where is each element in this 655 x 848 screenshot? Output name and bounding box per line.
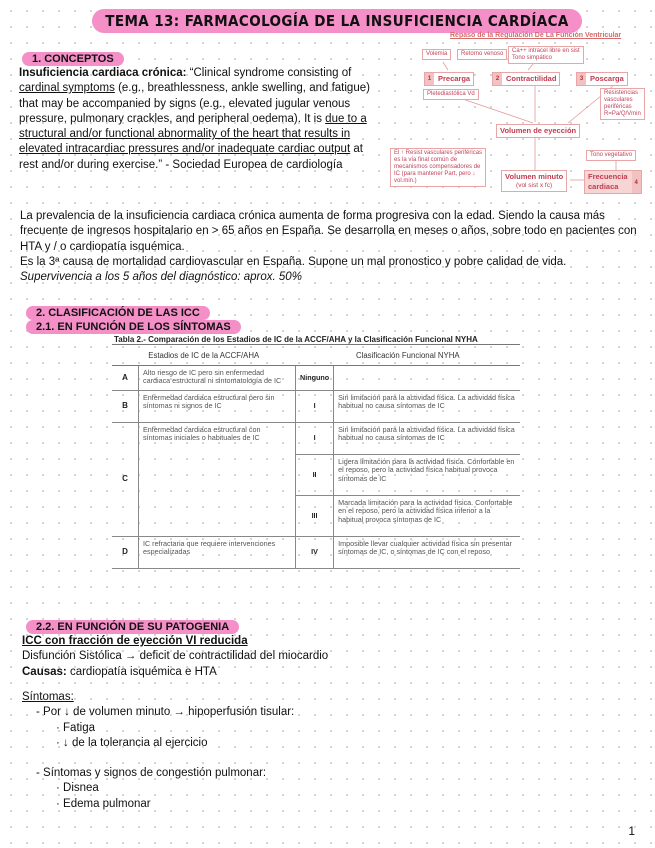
stage-desc-cell: Enfermedad cardiaca estructural pero sin síntomas ni signos de IC: [139, 391, 296, 423]
sintomas-label: Síntomas:: [22, 691, 74, 703]
diagram-poscarga: [576, 72, 628, 86]
page-title: TEMA 13: FARMACOLOGÍA DE LA INSUFICIENCIA CARDÍACA: [92, 9, 582, 33]
definition-paragraph: [19, 66, 371, 173]
class-cell: III: [296, 496, 334, 537]
class-cell: IV: [296, 537, 334, 569]
diagram-precarga-num: 1: [425, 73, 434, 85]
causas-label: Causas:: [22, 665, 67, 678]
stage-cell: D: [112, 537, 139, 569]
definition-text-1: “Clinical syndrome consisting of: [186, 67, 352, 79]
diagram-poscarga-label: Poscarga: [590, 74, 624, 83]
class-desc-cell: Imposible llevar cualquier actividad física sin presentar síntomas de IC, o síntomas de IC con el reposo: [334, 537, 520, 569]
diagram-precarga: [424, 72, 474, 86]
nyha-table: [112, 344, 520, 569]
diagram-calcio: [508, 46, 584, 64]
table-header-row: [112, 345, 520, 366]
section-2-1-heading: 2.1. EN FUNCIÓN DE LOS SÍNTOMAS: [26, 320, 241, 334]
class-desc-cell: [334, 366, 520, 391]
diagram-frecuencia-2: cardiaca: [588, 182, 619, 191]
class-desc-cell: Sin limitación para la actividad física. La actividad física habitual no causa síntomas de IC: [334, 423, 520, 455]
stage-cell: B: [112, 391, 139, 423]
diagram-pletediastolica: Pletediastólica Vd: [423, 89, 479, 100]
icc-heading: ICC con fracción de eyección VI reducida: [22, 635, 248, 647]
table-col-nyha: Clasificación Funcional NYHA: [296, 345, 521, 366]
patogenia-block: [22, 634, 622, 680]
diagram-note-2: es la vía final común de: [394, 157, 458, 163]
diagram-note: [390, 148, 486, 187]
diagram-resist-4: R=Pa/Q/Vmin: [604, 111, 641, 117]
class-desc-cell: Sin limitación para la actividad física. La actividad física habitual no causa síntomas de IC: [334, 391, 520, 423]
diagram-resist-2: vasculares: [604, 97, 633, 103]
definition-term: Insuficiencia cardiaca crónica:: [19, 67, 187, 79]
prevalence-line-1: La prevalencia de la insuficiencia cardiaca crónica aumenta de forma progresiva con la edad. Siendo la causa más frecuente de ingresos hospitalario en > 65 años en España. Se desarrolla en meses o años, sobre todo en pacientes con HTA y / o cardiopatía isquémica.: [20, 210, 637, 253]
table-row: [112, 537, 520, 569]
stage-cell: A: [112, 366, 139, 391]
class-desc-cell: Marcada limitación para la actividad física. Confortable en el reposo, pero la actividad física inferior a la habitual provoca síntomas de IC: [334, 496, 520, 537]
ventricular-regulation-diagram: [388, 30, 645, 200]
diagram-volumen-minuto: [501, 170, 567, 192]
prevalence-paragraph: [20, 209, 640, 285]
diagram-contractilidad-num: 2: [493, 73, 502, 85]
diagram-title: Repaso de la Regulación De La Función Ventricular: [450, 32, 622, 39]
class-cell: II: [296, 455, 334, 496]
table-row: [112, 366, 520, 391]
sintomas-block: [22, 690, 622, 812]
diagram-tono-vegetativo: Tono vegetativo: [586, 150, 636, 161]
disfuncion-line: Disfunción Sistólica → deficit de contractilidad del miocardio: [22, 650, 329, 663]
bullet-1: - Por ↓ de volumen minuto → hipoperfusión tisular:: [36, 706, 295, 719]
bullet-1a: · Fatiga: [56, 721, 95, 734]
diagram-volumen-minuto-sub: (vol sist x fc): [516, 182, 553, 189]
definition-underlined-1: cardinal symptoms: [19, 82, 115, 95]
page-number: 1: [628, 824, 635, 838]
diagram-note-4: IC (para mantener Part, pero ↓: [394, 171, 476, 177]
stage-desc-cell: Alto riesgo de IC pero sin enfermedad cardiaca estructural ni sintomatología de IC: [139, 366, 296, 391]
stage-desc-cell: IC refractaria que requiere intervenciones especializadas: [139, 537, 296, 569]
diagram-frecuencia-num: 4: [632, 171, 641, 193]
section-1-heading: 1. CONCEPTOS: [22, 52, 124, 66]
bullet-2a: · Disnea: [56, 782, 99, 795]
diagram-note-1: El ↑ Resist vasculares periféricas: [394, 150, 483, 156]
diagram-contractilidad: [492, 72, 560, 86]
diagram-resist-1: Resistencias: [604, 90, 639, 96]
diagram-resist-3: periféricas: [604, 104, 632, 110]
diagram-resistencias: [600, 88, 645, 120]
stage-desc-cell: Enfermedad cardiaca estructural con síntomas iniciales o habituales de IC: [139, 423, 296, 537]
diagram-contractilidad-label: Contractilidad: [506, 74, 557, 83]
class-desc-cell: Ligera limitación para la actividad física. Confortable en el reposo, pero la actividad física habitual provoca síntomas de IC: [334, 455, 520, 496]
diagram-frecuencia-1: Frecuencia: [588, 172, 628, 181]
diagram-poscarga-num: 3: [577, 73, 586, 85]
section-2-heading: 2. CLASIFICACIÓN DE LAS ICC: [26, 306, 210, 320]
section-2-2-heading: 2.2. EN FUNCIÓN DE SU PATOGENIA: [26, 620, 239, 634]
definition-text-3: at rest and/or during exercise.” - Sociedad Europea de cardiología: [19, 143, 363, 171]
diagram-calcio-2: Tono simpático: [512, 55, 553, 61]
table-title: Tabla 2.- Comparación de los Estadios de IC de la ACCF/AHA y la Clasificación Funcional NYHA: [114, 335, 478, 344]
definition-text-2: (e.g., breathlessness, ankle swelling, and fatigue) that may be accompanied by signs (e.g., elevated jugular venous pressure, pulmonary crackles, and peripheral oedema). It is: [19, 82, 370, 125]
diagram-volumen-minuto-label: Volumen minuto: [505, 172, 564, 181]
diagram-volemia: Volemia: [422, 49, 451, 60]
diagram-precarga-label: Precarga: [438, 74, 471, 83]
causas-text: cardiopatía isquémica e HTA: [66, 665, 217, 678]
stage-cell: C: [112, 423, 139, 537]
class-cell: I: [296, 391, 334, 423]
diagram-volumen-eyeccion: Volumen de eyección: [496, 124, 580, 138]
table-row: [112, 391, 520, 423]
diagram-frecuencia: [584, 170, 642, 194]
causas-line: [22, 665, 622, 680]
table-col-accf: Estadios de IC de la ACCF/AHA: [112, 345, 296, 366]
class-cell: I: [296, 423, 334, 455]
diagram-calcio-1: Ca++ intracel libre en sist: [512, 48, 580, 54]
table-row: [112, 423, 520, 455]
diagram-note-3: mecanismos compensadores de: [394, 164, 481, 170]
bullet-2b: · Edema pulmonar: [56, 797, 151, 810]
bullet-2: - Síntomas y signos de congestión pulmonar:: [36, 767, 267, 780]
diagram-retorno: Retorno venoso: [457, 49, 507, 60]
prevalence-line-3: Supervivencia a los 5 años del diagnóstico: aprox. 50%: [20, 271, 302, 284]
diagram-note-5: vol.min.): [394, 178, 417, 184]
prevalence-line-2: Es la 3ª causa de mortalidad cardiovascular en España. Supone un mal pronostico y pobre calidad de vida.: [20, 255, 567, 268]
bullet-1b: · ↓ de la tolerancia al ejercicio: [56, 736, 208, 749]
class-cell: Ninguno: [296, 366, 334, 391]
definition-underlined-2: due to a structural and/or functional abnormality of the heart that results in elevated intracardiac pressures and/or inadequate cardiac output: [19, 112, 367, 156]
